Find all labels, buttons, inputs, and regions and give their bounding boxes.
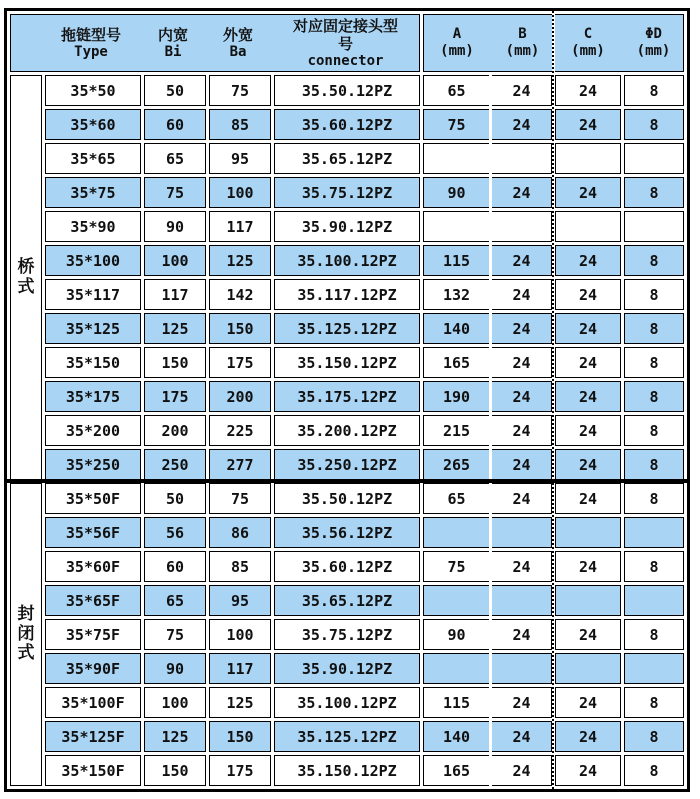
value-cell: 150 <box>209 721 271 752</box>
value-cell: 215 <box>423 415 489 446</box>
value-cell: 90 <box>144 653 206 684</box>
value-cell: 125 <box>144 721 206 752</box>
value-cell: 8 <box>624 755 684 786</box>
value-cell: 86 <box>209 517 271 548</box>
value-cell: 24 <box>555 347 621 378</box>
model-cell: 35*65F <box>45 585 141 616</box>
value-cell: 8 <box>624 619 684 650</box>
value-cell: 8 <box>624 415 684 446</box>
value-cell: 35.65.12PZ <box>274 143 420 174</box>
model-cell: 35*150F <box>45 755 141 786</box>
value-cell: 24 <box>555 75 621 106</box>
value-cell: 150 <box>144 755 206 786</box>
value-cell: 225 <box>209 415 271 446</box>
value-cell: 265 <box>423 449 489 480</box>
model-cell: 35*90 <box>45 211 141 242</box>
value-cell: 85 <box>209 109 271 140</box>
value-cell: 35.65.12PZ <box>274 585 420 616</box>
value-cell: 100 <box>209 619 271 650</box>
connector-label-en: connector <box>307 52 384 69</box>
value-cell: 90 <box>144 211 206 242</box>
value-cell <box>624 143 684 174</box>
value-cell: 35.125.12PZ <box>274 313 420 344</box>
row-group-label <box>10 75 42 480</box>
value-cell: 277 <box>209 449 271 480</box>
value-cell: 100 <box>144 245 206 276</box>
value-cell: 24 <box>492 449 552 480</box>
value-cell: 35.90.12PZ <box>274 211 420 242</box>
ba-label-cn: 外宽 <box>222 25 253 44</box>
model-cell: 35*75F <box>45 619 141 650</box>
value-cell: 175 <box>209 347 271 378</box>
value-cell: 24 <box>492 381 552 412</box>
value-cell: 75 <box>423 109 489 140</box>
value-cell: 8 <box>624 75 684 106</box>
value-cell <box>492 653 552 684</box>
value-cell: 100 <box>144 687 206 718</box>
spec-table <box>4 8 690 792</box>
model-cell: 35*75 <box>45 177 141 208</box>
b-unit: (mm) <box>505 43 540 59</box>
value-cell: 8 <box>624 381 684 412</box>
value-cell: 8 <box>624 449 684 480</box>
a-unit: (mm) <box>440 43 474 59</box>
model-cell: 35*60F <box>45 551 141 582</box>
value-cell: 117 <box>209 211 271 242</box>
value-cell: 50 <box>144 483 206 514</box>
value-cell: 35.100.12PZ <box>274 245 420 276</box>
model-cell: 35*100F <box>45 687 141 718</box>
value-cell: 35.175.12PZ <box>274 381 420 412</box>
value-cell: 24 <box>492 279 552 310</box>
value-cell: 8 <box>624 347 684 378</box>
a-label: A <box>452 26 462 43</box>
value-cell: 8 <box>624 551 684 582</box>
bi-label-en: Bi <box>164 43 182 60</box>
value-cell: 75 <box>209 483 271 514</box>
value-cell: 60 <box>144 109 206 140</box>
value-cell: 24 <box>492 415 552 446</box>
model-cell: 35*150 <box>45 347 141 378</box>
value-cell <box>423 517 489 548</box>
value-cell: 35.100.12PZ <box>274 687 420 718</box>
value-cell <box>423 211 489 242</box>
value-cell: 140 <box>423 313 489 344</box>
value-cell: 95 <box>209 143 271 174</box>
value-cell: 24 <box>492 313 552 344</box>
value-cell: 24 <box>555 313 621 344</box>
model-cell: 35*100 <box>45 245 141 276</box>
value-cell: 65 <box>423 483 489 514</box>
value-cell: 24 <box>555 619 621 650</box>
value-cell: 140 <box>423 721 489 752</box>
column-header-connector <box>272 17 419 70</box>
column-header-type <box>43 26 139 61</box>
value-cell <box>555 517 621 548</box>
value-cell: 165 <box>423 347 489 378</box>
value-cell: 35.125.12PZ <box>274 721 420 752</box>
value-cell: 117 <box>209 653 271 684</box>
value-cell <box>555 211 621 242</box>
row-group-label <box>10 483 42 786</box>
value-cell: 8 <box>624 687 684 718</box>
model-cell: 35*60 <box>45 109 141 140</box>
value-cell: 35.60.12PZ <box>274 109 420 140</box>
value-cell: 24 <box>492 619 552 650</box>
value-cell: 150 <box>209 313 271 344</box>
value-cell: 200 <box>209 381 271 412</box>
value-cell: 24 <box>555 449 621 480</box>
value-cell: 125 <box>209 687 271 718</box>
value-cell: 24 <box>555 687 621 718</box>
value-cell: 24 <box>555 415 621 446</box>
value-cell: 250 <box>144 449 206 480</box>
type-label-cn: 拖链型号 <box>60 25 121 44</box>
type-label-en: Type <box>74 43 108 60</box>
column-header-c <box>555 26 621 60</box>
c-label: C <box>583 26 593 43</box>
model-cell: 35*50 <box>45 75 141 106</box>
value-cell: 24 <box>555 177 621 208</box>
value-cell: 35.75.12PZ <box>274 619 420 650</box>
value-cell: 75 <box>144 177 206 208</box>
value-cell: 75 <box>209 75 271 106</box>
value-cell: 24 <box>555 721 621 752</box>
model-cell: 35*250 <box>45 449 141 480</box>
value-cell <box>555 653 621 684</box>
value-cell <box>492 585 552 616</box>
column-header-b <box>493 26 552 60</box>
model-cell: 35*56F <box>45 517 141 548</box>
value-cell: 8 <box>624 177 684 208</box>
value-cell <box>624 517 684 548</box>
value-cell: 8 <box>624 313 684 344</box>
ba-label-en: Ba <box>229 43 247 60</box>
value-cell: 24 <box>492 75 552 106</box>
value-cell: 35.150.12PZ <box>274 347 420 378</box>
value-cell: 24 <box>492 177 552 208</box>
group-label-char: 封 <box>17 604 35 625</box>
value-cell: 35.60.12PZ <box>274 551 420 582</box>
header-cell-cd <box>555 14 684 72</box>
value-cell: 75 <box>144 619 206 650</box>
value-cell: 90 <box>423 619 489 650</box>
value-cell: 115 <box>423 245 489 276</box>
value-cell: 8 <box>624 483 684 514</box>
value-cell <box>423 653 489 684</box>
value-cell: 24 <box>492 483 552 514</box>
value-cell <box>624 211 684 242</box>
value-cell: 24 <box>555 245 621 276</box>
value-cell: 35.75.12PZ <box>274 177 420 208</box>
model-cell: 35*200 <box>45 415 141 446</box>
value-cell: 24 <box>555 109 621 140</box>
value-cell: 75 <box>423 551 489 582</box>
value-cell: 50 <box>144 75 206 106</box>
value-cell: 35.117.12PZ <box>274 279 420 310</box>
model-cell: 35*125 <box>45 313 141 344</box>
value-cell: 8 <box>624 245 684 276</box>
value-cell: 35.200.12PZ <box>274 415 420 446</box>
value-cell: 65 <box>144 143 206 174</box>
value-cell: 35.50.12PZ <box>274 483 420 514</box>
value-cell <box>423 143 489 174</box>
group-label-char: 桥 <box>17 256 35 277</box>
model-cell: 35*50F <box>45 483 141 514</box>
value-cell: 115 <box>423 687 489 718</box>
b-label: B <box>518 26 527 43</box>
value-cell: 24 <box>555 755 621 786</box>
value-cell: 65 <box>144 585 206 616</box>
c-unit: (mm) <box>571 43 605 59</box>
value-cell <box>624 585 684 616</box>
column-header-bi <box>142 26 204 61</box>
value-cell: 8 <box>624 721 684 752</box>
value-cell: 125 <box>209 245 271 276</box>
value-cell: 24 <box>492 347 552 378</box>
d-label: ΦD <box>645 26 662 43</box>
value-cell: 60 <box>144 551 206 582</box>
value-cell: 8 <box>624 279 684 310</box>
value-cell: 175 <box>144 381 206 412</box>
value-cell <box>555 585 621 616</box>
value-cell: 200 <box>144 415 206 446</box>
value-cell: 24 <box>555 279 621 310</box>
value-cell: 117 <box>144 279 206 310</box>
value-cell: 8 <box>624 109 684 140</box>
column-header-d <box>624 26 683 60</box>
header-cell-ab <box>423 14 552 72</box>
group-label-char: 闭 <box>17 623 35 644</box>
value-cell <box>492 143 552 174</box>
value-cell: 24 <box>555 551 621 582</box>
header-cell-left <box>10 14 420 72</box>
model-cell: 35*90F <box>45 653 141 684</box>
value-cell <box>624 653 684 684</box>
model-cell: 35*65 <box>45 143 141 174</box>
value-cell: 56 <box>144 517 206 548</box>
column-header-ba <box>207 26 269 61</box>
group-label-char: 式 <box>17 643 35 664</box>
value-cell: 175 <box>209 755 271 786</box>
model-cell: 35*175 <box>45 381 141 412</box>
value-cell: 35.150.12PZ <box>274 755 420 786</box>
value-cell: 24 <box>492 687 552 718</box>
value-cell: 24 <box>492 551 552 582</box>
value-cell: 24 <box>492 755 552 786</box>
value-cell: 190 <box>423 381 489 412</box>
value-cell: 24 <box>492 109 552 140</box>
value-cell: 24 <box>492 721 552 752</box>
value-cell <box>555 143 621 174</box>
value-cell: 24 <box>555 381 621 412</box>
value-cell: 35.90.12PZ <box>274 653 420 684</box>
value-cell: 65 <box>423 75 489 106</box>
value-cell <box>492 211 552 242</box>
model-cell: 35*117 <box>45 279 141 310</box>
value-cell: 100 <box>209 177 271 208</box>
value-cell: 24 <box>492 245 552 276</box>
value-cell: 125 <box>144 313 206 344</box>
value-cell: 35.50.12PZ <box>274 75 420 106</box>
column-header-a <box>424 26 490 60</box>
value-cell: 150 <box>144 347 206 378</box>
connector-label-cn: 对应固定接头型号 <box>292 16 398 53</box>
value-cell: 35.250.12PZ <box>274 449 420 480</box>
value-cell: 90 <box>423 177 489 208</box>
d-unit: (mm) <box>636 43 671 59</box>
value-cell: 24 <box>555 483 621 514</box>
value-cell: 165 <box>423 755 489 786</box>
value-cell: 142 <box>209 279 271 310</box>
model-cell: 35*125F <box>45 721 141 752</box>
value-cell <box>492 517 552 548</box>
bi-label-cn: 内宽 <box>157 25 188 44</box>
value-cell <box>423 585 489 616</box>
value-cell: 35.56.12PZ <box>274 517 420 548</box>
value-cell: 132 <box>423 279 489 310</box>
value-cell: 85 <box>209 551 271 582</box>
value-cell: 95 <box>209 585 271 616</box>
group-label-char: 式 <box>17 276 35 297</box>
